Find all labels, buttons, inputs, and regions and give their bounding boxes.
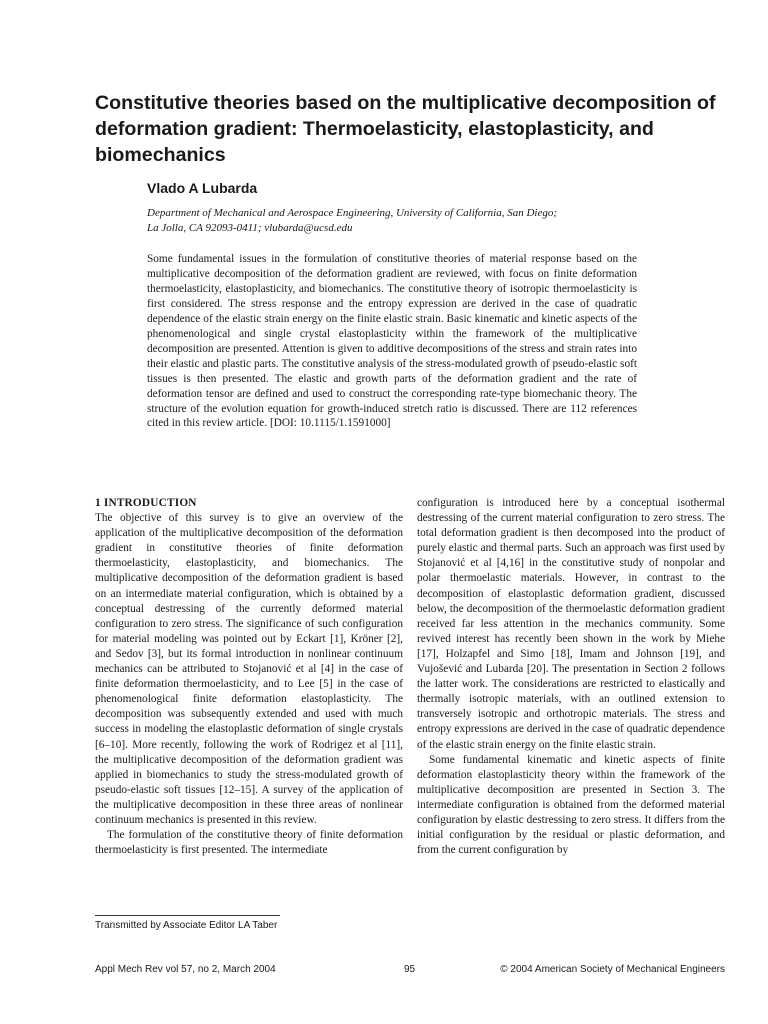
left-column xyxy=(95,496,403,858)
paragraph: configuration is introduced here by a conceptual isothermal destressing of the current material configuration to zero stress. The total deformation gradient is then decomposed into the product of purely elastic and thermal parts. Such an approach was first used by Stojanović et al [4,16] in the constitutive study of nonpolar and polar thermoelastic materials. However, in contrast to the decomposition of elastoplastic deformation gradient, discussed below, the decomposition of the thermoelastic deformation gradient received far less attention in the mechanics community. Some revived interest has recently been shown in the work by Miehe [17], Holzapfel and Simo [18], Imam and Johnson [19], and Vujošević and Lubarda [20]. The presentation in Section 2 follows the latter work. The considerations are restricted to elastically and thermally isotropic materials, with an outlined extension to transversely isotropic and orthotropic materials. The stress and entropy expressions are derived in the case of quadratic dependence of the elastic strain energy on the finite elastic strain. xyxy=(417,497,725,751)
abstract: Some fundamental issues in the formulation of constitutive theories of material response based on the multiplicative decomposition of the deformation gradient are reviewed, with focus on finite deformation thermoelasticity, elastoplasticity, and biomechanics. The constitutive theory of isotropic thermoelasticity is first considered. The stress response and the entropy expression are derived in the case of quadratic dependence of the elastic strain energy on the finite elastic strain. Basic kinematic and kinetic aspects of the phenomenological and single crystal elastoplasticity within the framework of the multiplicative decomposition are presented. Attention is given to additive decompositions of the stress and strain rates into their elastic and plastic parts. The constitutive analysis of the stress-modulated growth of pseudo-elastic soft tissues is then presented. The elastic and growth parts of the deformation gradient and the rate of deformation tensor are defined and used to construct the corresponding rate-type biomechanic theory. The structure of the evolution equation for growth-induced stretch ratio is discussed. There are 112 references cited in this review article. [DOI: 10.1115/1.1591000] xyxy=(147,253,637,430)
footer-copyright: © 2004 American Society of Mechanical Engineers xyxy=(500,964,725,975)
footnote-rule xyxy=(95,915,280,916)
author-name: Vlado A Lubarda xyxy=(147,180,258,196)
affiliation-line: Department of Mechanical and Aerospace Engineering, University of California, San Diego; xyxy=(147,207,557,219)
paper-title: Constitutive theories based on the multiplicative decomposition of deformation gradient: Thermoelasticity, elastoplasticity, and biomechanics xyxy=(95,92,716,166)
page-number: 95 xyxy=(404,964,416,975)
paragraph: The formulation of the constitutive theory of finite deformation thermoelasticity is first presented. The intermediate xyxy=(95,829,403,857)
author-affiliation xyxy=(147,206,647,235)
section-heading: 1 INTRODUCTION xyxy=(95,497,197,509)
right-column xyxy=(417,496,725,858)
footer-journal: Appl Mech Rev vol 57, no 2, March 2004 xyxy=(95,964,276,975)
affiliation-line: La Jolla, CA 92093-0411; vlubarda@ucsd.edu xyxy=(147,221,353,234)
footnote: Transmitted by Associate Editor LA Taber xyxy=(95,920,278,931)
paragraph: Some fundamental kinematic and kinetic aspects of finite deformation elastoplasticity theory within the framework of the multiplicative decomposition are presented in Section 3. The intermediate configuration is obtained from the deformed material configuration by elastic destressing to zero stress. It differs from the initial configuration by the residual or plastic deformation, and from the current configuration by xyxy=(417,753,725,857)
paragraph: The objective of this survey is to give an overview of the application of the multiplicative decomposition of the deformation gradient in constitutive theories of finite deformation thermoelasticity, elastoplasticity, and biomechanics. The multiplicative decomposition of the deformation gradient is based on an intermediate material configuration, which is obtained by a conceptual destressing of the currently deformed material configuration to zero stress. The significance of such configuration for material modeling was pointed out by Eckart [1], Kröner [2], and Sedov [3], but its formal introduction in nonlinear continuum mechanics can be attributed to Stojanović et al [4] in the case of finite deformation thermoelasticity, and to Lee [5] in the case of phenomenological finite deformation elastoplasticity. The decomposition was subsequently extended and used with much success in modeling the elastoplastic deformation of single crystals [6–10]. More recently, following the work of Rodrigez et al [11], the multiplicative decomposition of the deformation gradient was applied in biomechanics to study the stress-modulated growth of pseudo-elastic soft tissues [12–15]. A survey of the application of the multiplicative decomposition in these three areas of nonlinear continuum mechanics is presented in this review. xyxy=(95,512,403,826)
